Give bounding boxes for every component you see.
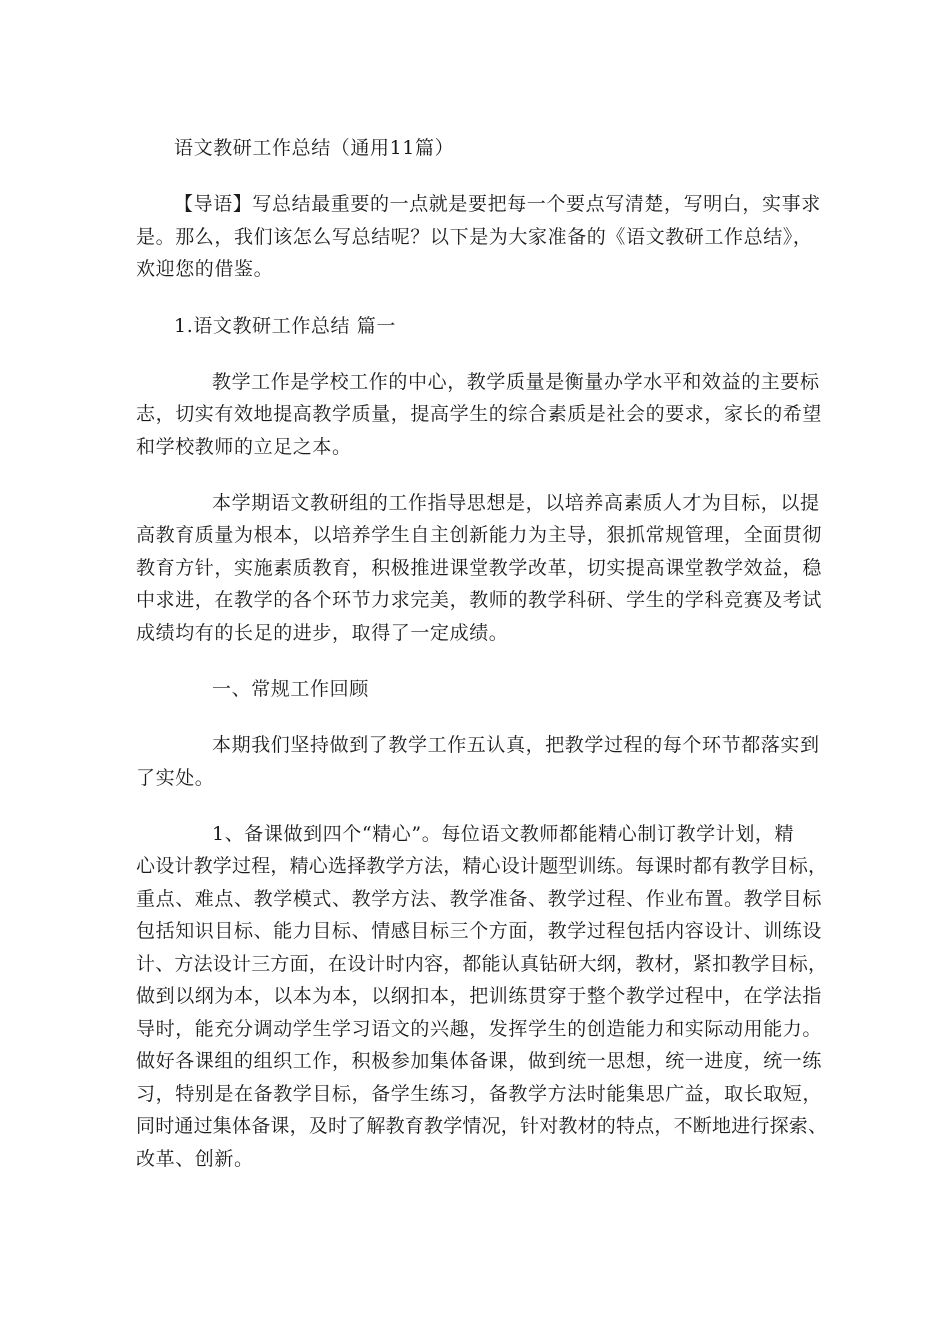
text-line: 导时，能充分调动学生学习语文的兴趣，发挥学生的创造能力和实际动用能力。 <box>136 1018 823 1040</box>
text-line: 1、备课做到四个“精心”。每位语文教师都能精心制订教学计划，精 <box>212 823 795 845</box>
text-line: 中求进，在教学的各个环节力求完美，教师的教学科研、学生的学科竞赛及考试 <box>136 589 823 611</box>
text-line: 心设计教学过程，精心选择教学方法，精心设计题型训练。每课时都有教学目标， <box>136 855 828 877</box>
text-line: 教学工作是学校工作的中心，教学质量是衡量办学水平和效益的主要标 <box>212 371 820 393</box>
text-line: 了实处。 <box>136 767 215 789</box>
text-line: 改革、创新。 <box>136 1148 254 1170</box>
text-line: 【导语】写总结最重要的一点就是要把每一个要点写清楚，写明白，实事求 <box>174 193 821 215</box>
text-line: 计、方法设计三方面，在设计时内容，都能认真钻研大纲，教材，紧扣教学目标， <box>136 953 828 975</box>
text-line: 包括知识目标、能力目标、情感目标三个方面，教学过程包括内容设计、训练设 <box>136 920 823 942</box>
text-line: 做到以纲为本，以本为本，以纲扣本，把训练贯穿于整个教学过程中，在学法指 <box>136 985 823 1007</box>
text-line: 是。那么，我们该怎么写总结呢？以下是为大家准备的《语文教研工作总结》， <box>136 226 813 248</box>
text-line: 志，切实有效地提高教学质量，提高学生的综合素质是社会的要求，家长的希望 <box>136 403 823 425</box>
subheading: 一、常规工作回顾 <box>212 678 369 700</box>
text-line: 成绩均有的长足的进步，取得了一定成绩。 <box>136 622 509 644</box>
text-line: 做好各课组的组织工作，积极参加集体备课，做到统一思想，统一进度，统一练 <box>136 1050 823 1072</box>
text-line: 和学校教师的立足之本。 <box>136 436 352 458</box>
text-line: 同时通过集体备课，及时了解教育教学情况，针对教材的特点，不断地进行探索、 <box>136 1115 828 1137</box>
text-line: 高教育质量为根本，以培养学生自主创新能力为主导，狠抓常规管理，全面贯彻 <box>136 524 823 546</box>
document-title: 语文教研工作总结（通用11篇） <box>174 137 455 159</box>
text-line: 欢迎您的借鉴。 <box>136 258 274 280</box>
text-line: 重点、难点、教学模式、教学方法、教学准备、教学过程、作业布置。教学目标 <box>136 888 823 910</box>
text-line: 本期我们坚持做到了教学工作五认真，把教学过程的每个环节都落实到 <box>212 734 820 756</box>
section-heading: 1.语文教研工作总结 篇一 <box>174 315 396 337</box>
text-line: 习，特别是在备教学目标，备学生练习，备教学方法时能集思广益，取长取短， <box>136 1083 823 1105</box>
text-line: 教育方针，实施素质教育，积极推进课堂教学改革，切实提高课堂教学效益，稳 <box>136 557 823 579</box>
text-line: 本学期语文教研组的工作指导思想是，以培养高素质人才为目标，以提 <box>212 492 820 514</box>
